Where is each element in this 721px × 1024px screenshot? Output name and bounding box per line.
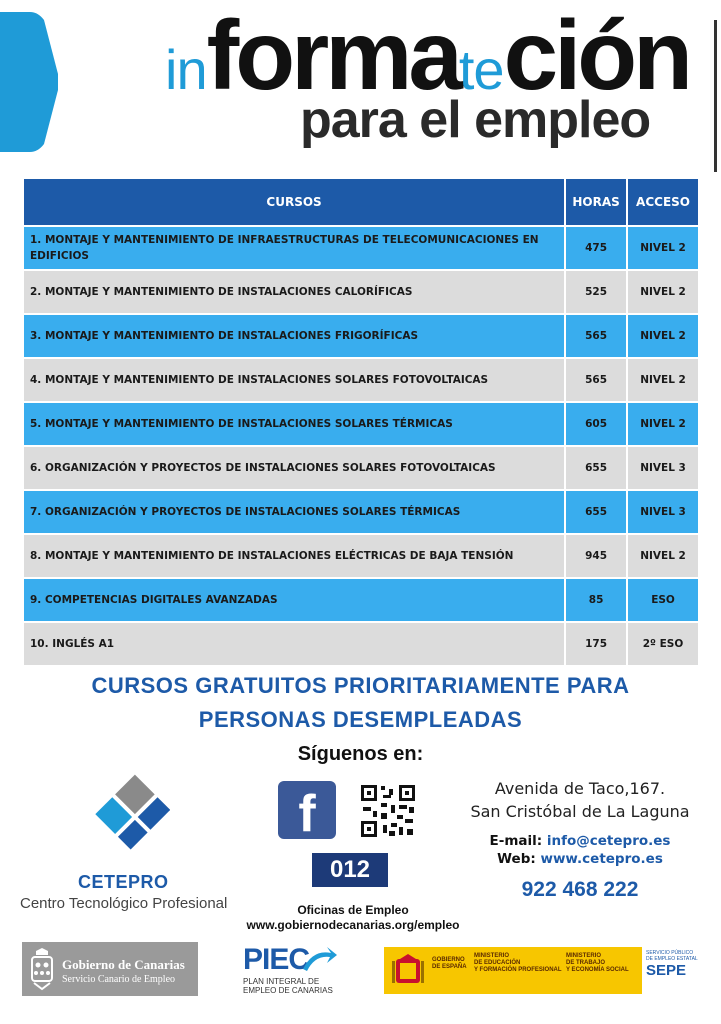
col-header-horas: HORAS (565, 178, 627, 226)
offices-label: Oficinas de Empleo (297, 903, 409, 917)
corner-arrow-shape (0, 12, 58, 152)
course-name: 1. MONTAJE Y MANTENIMIENTO DE INFRAESTRUCTURAS DE TELECOMUNICACIONES EN EDIFICIOS (23, 226, 565, 270)
course-name: 6. ORGANIZACIÓN Y PROYECTOS DE INSTALACIONES SOLARES FOTOVOLTAICAS (23, 446, 565, 490)
course-name: 7. ORGANIZACIÓN Y PROYECTOS DE INSTALACIONES SOLARES TÉRMICAS (23, 490, 565, 534)
table-row (23, 622, 699, 666)
table-row (23, 578, 699, 622)
offices-url[interactable]: www.gobiernodecanarias.org/empleo (246, 918, 460, 932)
web-label: Web: (497, 851, 536, 867)
gobierno-canarias-logo (22, 942, 198, 996)
course-hours: 945 (565, 534, 627, 578)
courses-table (22, 177, 700, 667)
col-header-cursos: CURSOS (23, 178, 565, 226)
gob-subtitle: Servicio Canario de Empleo (62, 974, 176, 985)
table-row (23, 534, 699, 578)
cetepro-logo-icon (80, 772, 170, 862)
phone-012-badge: 012 (312, 853, 388, 887)
spain-coat-of-arms-icon (390, 953, 426, 987)
course-access: NIVEL 2 (627, 314, 699, 358)
course-access: NIVEL 3 (627, 490, 699, 534)
piec-arrow-icon (301, 945, 339, 975)
qr-code-icon[interactable] (359, 783, 417, 839)
title-seg-in: in (165, 38, 207, 101)
course-name: 5. MONTAJE Y MANTENIMIENTO DE INSTALACIONES SOLARES TÉRMICAS (23, 402, 565, 446)
ministry-logos (384, 947, 642, 994)
course-name: 4. MONTAJE Y MANTENIMIENTO DE INSTALACIONES SOLARES FOTOVOLTAICAS (23, 358, 565, 402)
course-hours: 525 (565, 270, 627, 314)
min1-line2: DE ESPAÑA (432, 964, 467, 970)
course-hours: 655 (565, 446, 627, 490)
address (460, 777, 700, 823)
web-link[interactable]: www.cetepro.es (540, 851, 663, 867)
course-name: 8. MONTAJE Y MANTENIMIENTO DE INSTALACIONES ELÉCTRICAS DE BAJA TENSIÓN (23, 534, 565, 578)
course-access: NIVEL 2 (627, 270, 699, 314)
table-header-row (23, 178, 699, 226)
piec-wordmark: PIEC (243, 943, 310, 976)
free-courses-line2: PERSONAS DESEMPLEADAS (198, 707, 523, 732)
gob-title: Gobierno de Canarias (62, 957, 185, 972)
table-row (23, 226, 699, 270)
title-seg-forma: forma (206, 0, 459, 110)
free-courses-line1: CURSOS GRATUITOS PRIORITARIAMENTE PARA (91, 673, 630, 698)
employment-offices (240, 903, 466, 933)
course-hours: 655 (565, 490, 627, 534)
cetepro-name: CETEPRO (78, 872, 169, 892)
table-row (23, 314, 699, 358)
facebook-icon[interactable]: f (278, 781, 336, 839)
address-line2: San Cristóbal de La Laguna (470, 802, 690, 821)
course-hours: 175 (565, 622, 627, 666)
table-row (23, 490, 699, 534)
course-hours: 605 (565, 402, 627, 446)
course-access: 2º ESO (627, 622, 699, 666)
table-row (23, 402, 699, 446)
canarias-crest-icon (28, 947, 56, 991)
sepe-small-line2: DE EMPLEO ESTATAL (646, 956, 698, 962)
course-hours: 565 (565, 358, 627, 402)
piec-logo (243, 943, 339, 995)
header-subtitle: para el empleo (300, 91, 651, 149)
course-access: ESO (627, 578, 699, 622)
address-line1: Avenida de Taco,167. (494, 779, 666, 798)
header-divider (714, 20, 717, 172)
min2-line1: MINISTERIO (474, 953, 510, 959)
course-name: 9. COMPETENCIAS DIGITALES AVANZADAS (23, 578, 565, 622)
course-access: NIVEL 3 (627, 446, 699, 490)
course-access: NIVEL 2 (627, 226, 699, 270)
sepe-small-line1: SERVICIO PÚBLICO (646, 950, 694, 956)
min3-line3: Y ECONOMÍA SOCIAL (566, 967, 629, 973)
title-seg-cion: ción (503, 0, 690, 110)
course-access: NIVEL 2 (627, 534, 699, 578)
course-hours: 475 (565, 226, 627, 270)
contact-links (460, 832, 700, 868)
sepe-logo (646, 950, 698, 979)
min3-line2: DE TRABAJO (566, 960, 606, 966)
table-row (23, 446, 699, 490)
min2-line2: DE EDUCACIÓN (474, 960, 521, 966)
table-row (23, 358, 699, 402)
course-access: NIVEL 2 (627, 358, 699, 402)
sepe-wordmark: SEPE (646, 962, 687, 979)
min3-line1: MINISTERIO (566, 953, 602, 959)
title-seg-te: te (458, 38, 504, 101)
cetepro-full-name: Centro Tecnológico Profesional (20, 895, 228, 912)
course-hours: 85 (565, 578, 627, 622)
course-name: 3. MONTAJE Y MANTENIMIENTO DE INSTALACIONES FRIGORÍFICAS (23, 314, 565, 358)
phone-number: 922 468 222 (521, 878, 639, 901)
email-link[interactable]: info@cetepro.es (546, 833, 671, 849)
email-label: E-mail: (489, 833, 543, 849)
col-header-acceso: ACCESO (627, 178, 699, 226)
piec-line1: PLAN INTEGRAL DE (243, 977, 320, 986)
course-name: 10. INGLÉS A1 (23, 622, 565, 666)
min1-line1: GOBIERNO (432, 957, 465, 963)
piec-line2: EMPLEO DE CANARIAS (243, 986, 333, 995)
course-name: 2. MONTAJE Y MANTENIMIENTO DE INSTALACIONES CALORÍFICAS (23, 270, 565, 314)
follow-us-label: Síguenos en: (297, 743, 424, 765)
table-row (23, 270, 699, 314)
min2-line3: Y FORMACIÓN PROFESIONAL (474, 967, 562, 973)
course-hours: 565 (565, 314, 627, 358)
course-access: NIVEL 2 (627, 402, 699, 446)
